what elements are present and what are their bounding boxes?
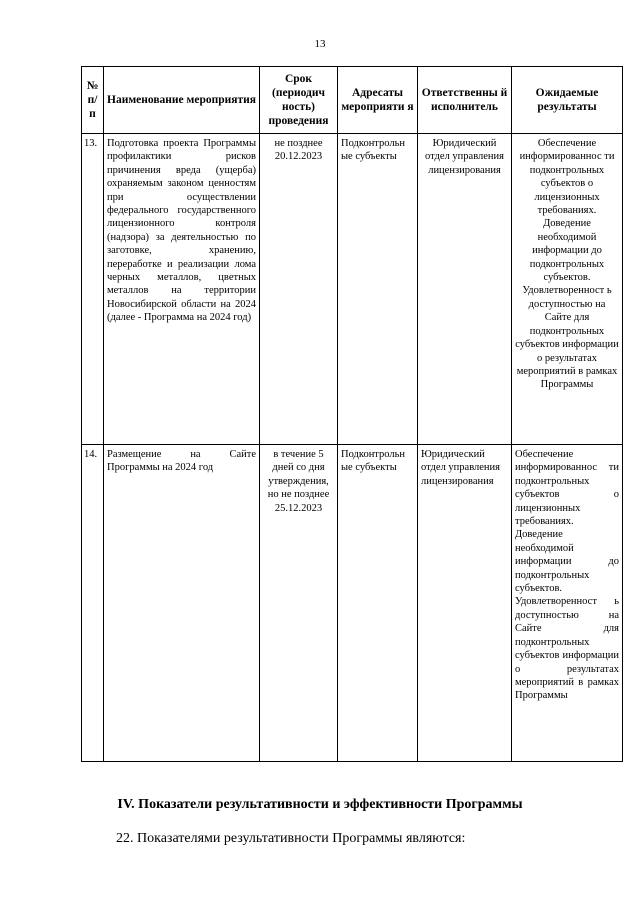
row-name: Подготовка проекта Программы профилактики рисков причинения вреда (ущерба) охраняемым законом ценностям при осуществлении федерального государственного лицензионного контроля (надзора) за деятельностью по заготовке, хранению, переработке и реализации лома черных металлов, цветных металлов на территории Новосибирской области на 2024 (далее - Программа на 2024 год) (104, 134, 260, 445)
page-number: 13 (314, 38, 326, 50)
row-number: 14. (82, 445, 104, 762)
header-term: Срок (периодич ность) проведения (260, 67, 338, 134)
row-number: 13. (82, 134, 104, 445)
paragraph: 22. Показателями результативности Программы являются: (116, 831, 466, 846)
header-responsible: Ответственны й исполнитель (418, 67, 512, 134)
row-responsible: Юридический отдел управления лицензирования (418, 134, 512, 445)
table-row (82, 445, 623, 762)
row-name: Размещение на Сайте Программы на 2024 год (104, 445, 260, 762)
header-number: № п/ п (82, 67, 104, 134)
header-results: Ожидаемые результаты (512, 67, 623, 134)
row-term: в течение 5 дней со дня утверждения, но не позднее 25.12.2023 (260, 445, 338, 762)
header-name: Наименование мероприятия (104, 67, 260, 134)
row-results: Обеспечение информированнос ти подконтрольных субъектов о лицензионных требованиях. Доведение необходимой информации до подконтрольных субъектов. Удовлетворенност ь доступностью на Сайте для подконтрольных субъектов информации о результатах мероприятий в рамках Программы (512, 134, 623, 445)
row-addressees: Подконтрольн ые субъекты (338, 134, 418, 445)
activities-table (81, 66, 623, 762)
section-title: IV. Показатели результативности и эффективности Программы (117, 797, 523, 812)
table-row (82, 134, 623, 445)
header-addressees: Адресаты мероприяти я (338, 67, 418, 134)
row-term: не позднее 20.12.2023 (260, 134, 338, 445)
row-results: Обеспечение информированнос ти подконтрольных субъектов о лицензионных требованиях. Доведение необходимой информации до подконтрольных субъектов. Удовлетворенност ь доступностью на Сайте для подконтрольных субъектов информации о результатах мероприятий в рамках Программы (512, 445, 623, 762)
table-header-row (82, 67, 623, 134)
row-addressees: Подконтрольн ые субъекты (338, 445, 418, 762)
row-responsible: Юридический отдел управления лицензирования (418, 445, 512, 762)
